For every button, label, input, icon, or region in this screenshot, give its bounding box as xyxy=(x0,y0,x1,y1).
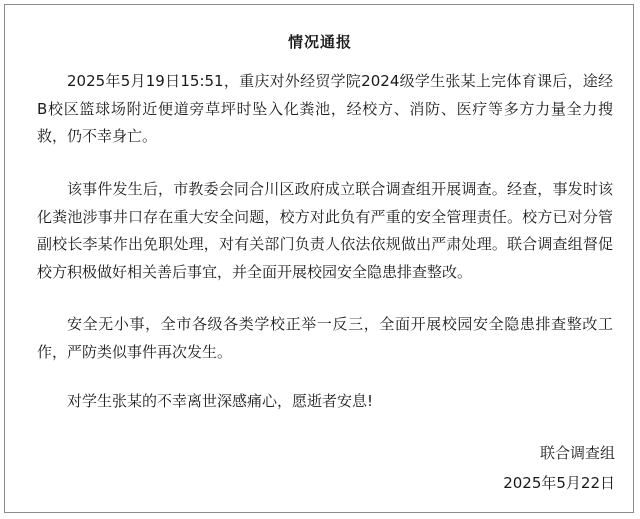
paragraph-investigation: 该事件发生后，市教委会同合川区政府成立联合调查组开展调查。经查，事发时该化粪池涉事井口存在重大安全问题，校方对此负有严重的安全管理责任。校方已对分管副校长李某作出免职处理，对有关部门负责人依法依规做出严肃处理。联合调查组督促校方积极做好相关善后事宜，并全面开展校园安全隐患排查整改。 xyxy=(37,180,613,281)
paragraph-incident: 2025年5月19日15:51，重庆对外经贸学院2024级学生张某上完体育课后，途经B校区篮球场附近便道旁草坪时坠入化粪池，经校方、消防、医疗等多方力量全力搜救，仍不幸身亡。 xyxy=(37,72,613,145)
notice-date: 2025年5月22日 xyxy=(503,474,615,492)
notice-title: 情况通报 xyxy=(287,33,352,51)
signature: 联合调查组 xyxy=(539,444,615,462)
paragraph-safety: 安全无小事，全市各级各类学校正举一反三，全面开展校园安全隐患排查整改工作，严防类似事件再次发生。 xyxy=(37,315,613,361)
paragraph-condolence: 对学生张某的不幸离世深感痛心，愿逝者安息! xyxy=(67,392,374,410)
